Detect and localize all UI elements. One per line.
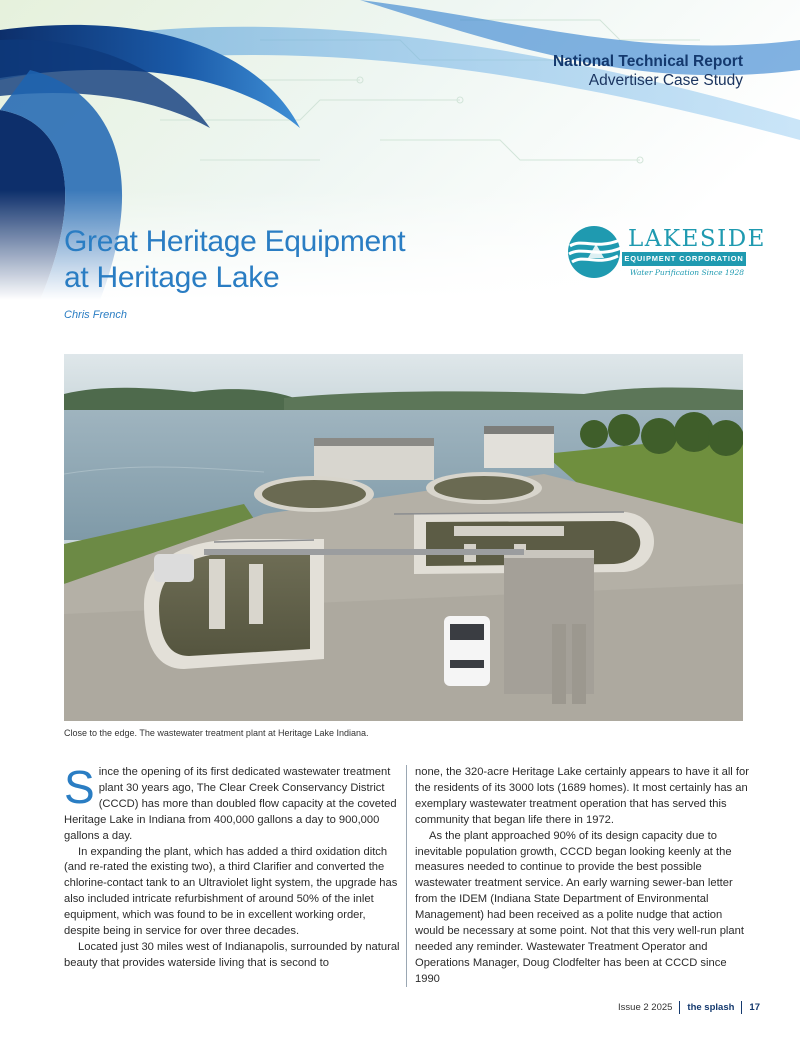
paragraph-1-text: ince the opening of its first dedicated wastewater treatment plant 30 years ago, The Clear Creek Conservancy District (CCCD) has more than doubled flow capacity at the coveted Heritage Lake in Indiana from 400,000 gallons a day to 900,000 gallons a day.: [64, 766, 397, 842]
author-byline: Chris French: [64, 309, 127, 321]
footer-separator: [679, 1001, 680, 1014]
article-column-right: [415, 765, 753, 988]
paragraph-2: In expanding the plant, which has added a third oxidation ditch (and re-rated the existing two), a third Clarifier and converted the chlorine-contact tank to an Ultraviolet light system, the upgrade has also included intricate refurbishment of around 50% of the inlet equipment, which was found to be in excellent working order, despite being in service for over three decades.: [64, 845, 398, 938]
paragraph-3: Located just 30 miles west of Indianapolis, surrounded by natural beauty that provides waterside living that is second to: [64, 940, 400, 969]
article-title: [64, 224, 484, 296]
logo-tagline: Water Purification Since 1928: [629, 268, 744, 277]
magazine-name: the splash: [687, 1002, 735, 1013]
lakeside-logo: [566, 224, 766, 282]
lakeside-emblem-icon: [566, 224, 626, 280]
report-label: [553, 52, 743, 90]
paragraph-1: [64, 761, 402, 845]
title-line-1: Great Heritage Equipment: [64, 225, 406, 258]
photo-caption: Close to the edge. The wastewater treatment plant at Heritage Lake Indiana.: [64, 728, 369, 738]
paragraph-5: As the plant approached 90% of its design capacity due to inevitable population growth, CCCD began looking keenly at the measures needed to continue to provide the best possible wastewater treatment service. An early warning sewer-ban letter from the IDEM (Indiana State Department of Environmental Management) had been received as a polite nudge that action would be necessary at some point. Not that this very well-run plant needed any reminder. Wastewater Treatment Operator and Operations Manager, Doug Clodfelter has been at CCCD since 1990: [415, 829, 744, 985]
logo-company-bar: EQUIPMENT CORPORATION: [622, 252, 746, 266]
treatment-plant-illustration: [64, 354, 743, 721]
plant-photo: [64, 354, 743, 721]
report-subtitle: Advertiser Case Study: [588, 72, 743, 89]
issue-label: Issue 2 2025: [618, 1002, 673, 1013]
paragraph-4: none, the 320-acre Heritage Lake certainly appears to have it all for the residents of its 3000 lots (1689 homes). It most certainly has an exemplary wastewater treatment operation that has served this community that began life there in 1972.: [415, 766, 749, 826]
page-footer: [618, 1001, 760, 1014]
report-title: National Technical Report: [552, 53, 743, 70]
dropcap-letter: S: [64, 761, 95, 813]
logo-wordmark: LAKESIDE: [628, 226, 766, 252]
column-divider: [406, 765, 407, 987]
page-number: 17: [749, 1002, 760, 1013]
footer-separator: [741, 1001, 742, 1014]
article-column-left: [64, 761, 402, 972]
title-line-2: at Heritage Lake: [64, 261, 280, 294]
